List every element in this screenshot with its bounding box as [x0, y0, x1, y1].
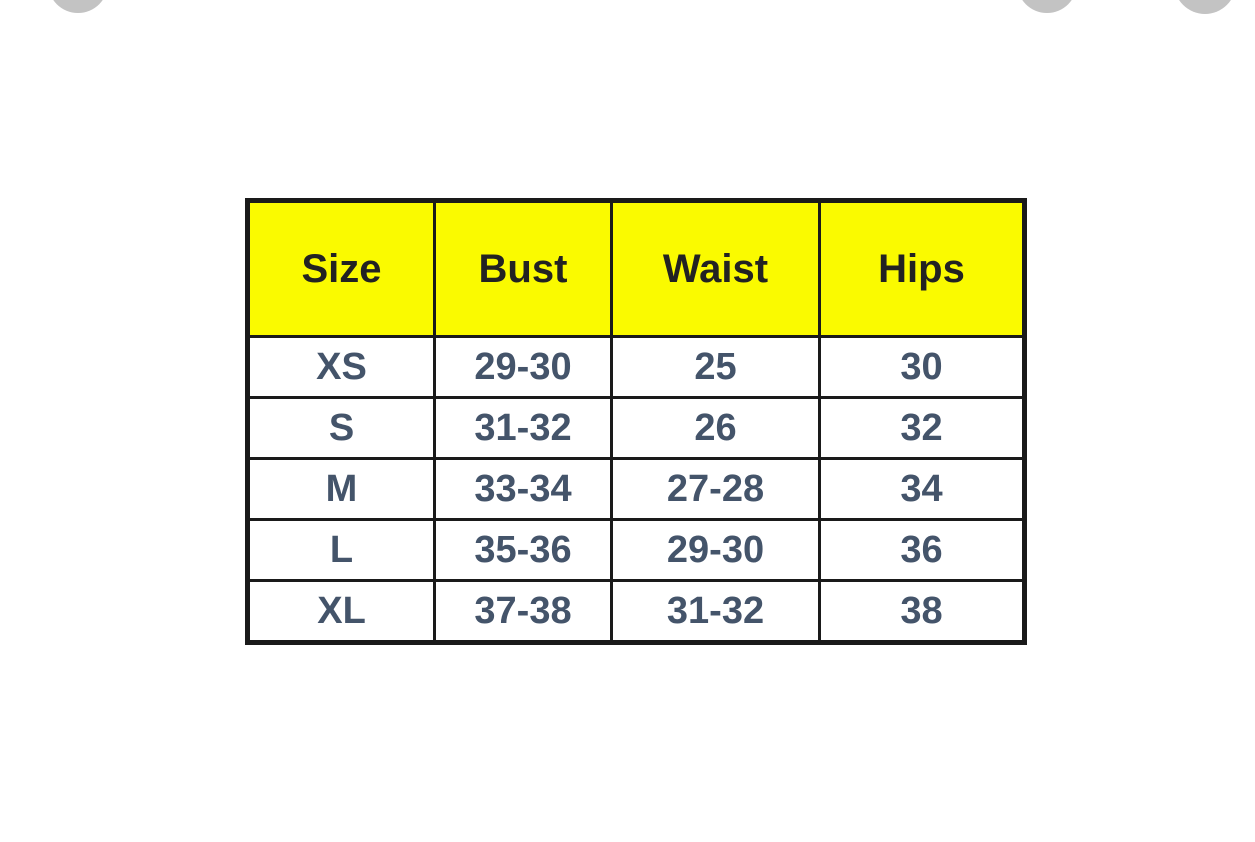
cell-bust: 29-30 — [435, 337, 612, 398]
cell-bust: 33-34 — [435, 459, 612, 520]
cropped-avatar-circle-right-2 — [1174, 0, 1236, 14]
size-chart-table — [245, 198, 1027, 645]
cell-bust: 37-38 — [435, 581, 612, 643]
header-cell-size: Size — [248, 201, 435, 337]
cell-hips: 36 — [820, 520, 1025, 581]
cell-size: L — [248, 520, 435, 581]
header-cell-hips: Hips — [820, 201, 1025, 337]
cell-waist: 27-28 — [612, 459, 820, 520]
header-cell-bust: Bust — [435, 201, 612, 337]
cell-size: S — [248, 398, 435, 459]
cell-bust: 31-32 — [435, 398, 612, 459]
cell-size: XL — [248, 581, 435, 643]
table-row-l — [248, 520, 1025, 581]
cell-waist: 25 — [612, 337, 820, 398]
cell-waist: 31-32 — [612, 581, 820, 643]
cell-size: M — [248, 459, 435, 520]
cell-hips: 34 — [820, 459, 1025, 520]
table-row-xl — [248, 581, 1025, 643]
table-row-xs — [248, 337, 1025, 398]
cell-size: XS — [248, 337, 435, 398]
cropped-avatar-circle-right-1 — [1017, 0, 1077, 13]
cell-bust: 35-36 — [435, 520, 612, 581]
table-row-s — [248, 398, 1025, 459]
header-cell-waist: Waist — [612, 201, 820, 337]
table-row-m — [248, 459, 1025, 520]
header-row — [248, 201, 1025, 337]
cropped-avatar-circle-left — [48, 0, 108, 13]
cell-waist: 29-30 — [612, 520, 820, 581]
cell-hips: 32 — [820, 398, 1025, 459]
cell-hips: 30 — [820, 337, 1025, 398]
cell-waist: 26 — [612, 398, 820, 459]
cell-hips: 38 — [820, 581, 1025, 643]
